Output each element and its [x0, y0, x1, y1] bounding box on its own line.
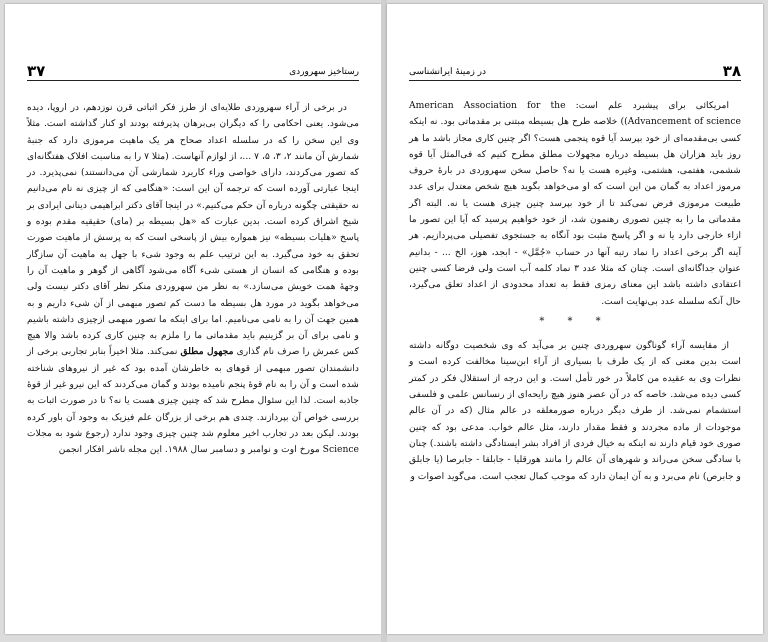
paragraph: از مقایسه آراء گوناگون سهروردی چنین بر می‌آید که وی شخصیت دوگانه داشته است بدین معنی که از یک طرف با بسیاری از آراء ابن‌سینا مخالفت کرده است و نظرات وی به عقیده من کاملاً در خور تأمل است. و این درجه از استقلال فکر در کمتر کسی دیده می‌شد. خاصه که در آن عصر هنوز هیچ رایحه‌ای از رنسانس علمی و فلسفی استشمام نمی‌شد. از طرف دیگر درباره صورمعلقه در عالم مثال (که در آن عالم موجودات از ماده مجردند و فقط مقدار دارند، مثل عالم خواب. مدعی بود که چنین صوری خود قیام دارند نه اینکه به خیال فردی از افراد بشر ایستادگی داشته باشند.) چنان با سادگی سخن می‌راند و شهرهای آن عالم را مانند هورقلیا - جابلقا - جابرصا (یا جابلق و جابرص) نام می‌برد و به آن ایمان دارد که موجب کمال تعجب است. می‌گوید اصوات و — [409, 340, 741, 482]
running-title: در زمینهٔ ایرانشناسی — [409, 67, 487, 77]
paragraph — [409, 98, 741, 310]
running-title: رستاخیز سهروردی — [289, 67, 359, 77]
bold-phrase: مجهول مطلق — [180, 346, 234, 358]
paragraph-text: امریکائی برای پیشبرد علم است: — [565, 100, 729, 111]
right-page-header — [409, 60, 741, 81]
english-phrase: American Association for the — [409, 100, 566, 111]
left-page-header — [27, 60, 359, 81]
page-number: ۳۸ — [722, 62, 741, 80]
right-page — [387, 4, 763, 634]
paragraph-text-end: نمی‌کند. مثلا اخیراً بنابر تجاربی برخی از دانشمندان تصور مبهمی از قوهای به خاطرشان آمده بود که غیر از نیروهای شناخته شده است و آن را به نام قوهٔ پنجم نامیده بودند و گمان می‌کردند که این نیرو غیر از قوهٔ جاذبه است. لذا این سئوال مطرح شد که چنین چیزی هست یا نه؟ تا در صورت اثبات به بررسی خواص آن بپردازند. چندی هم برخی از بزرگان علم فیزیک به وجود آن باور کرده بودند. لیکن بعد در تجارب اخیر معلوم شد چنین چیزی وجود ندارد (رجوع شود به مجلات Science مورخ اوت و نوامبر و دسامبر سال ۱۹۸۸. این مجله ناشر افکار انجمن — [27, 346, 359, 456]
paragraph-text: در برخی از آراء سهروردی طلایه‌ای از طرز فکر اثباتی قرن نوزدهم، در اروپا، دیده می‌شود. یعنی احکامی را که دیگران بی‌برهان پذیرفته بودند او کنار گذاشته است. مثلاً وی این سخن را که در سلسله اعداد صحاح هر یک ماهیت مرموزی دارد که جنبهٔ شمارش آن مانند ۲، ۳، ۵، ۷ ...، از لوازم آنهاست. (مثلا ۷ را به مناسبت افلاک هفتگانه‌ای که تصور می‌کردند، دارای خواصی وراء کاربرد شمارشی آن می‌دانستند) نمی‌پذیرد. در اینجا عبارتی آورده است که ترجمه آن این است: «هنگامی که از چیزی نه نام می‌دانیم نه حقیقتی چگونه درباره آن حکم می‌کنیم.» در اینجا آقای دکتر ابراهیمی دینانی ایرادی بر شیخ اشراق کرده است. بدین عبارت که «هل بسیطه بر (مای) حقیقیه مقدم بوده و پاسخ «هلیات بسیطه» نیز همواره بیش از پاسخی است که به پرسش از ماهیت صورت تحقق به خود می‌گیرد. به این ترتیب علم به وجود شیء با جهل به ماهیت آن سازگار بوده و هنگامی که انسان از هستی شیء آگاه می‌شود آگاهی از گوهر و ماهیت آن را وجههٔ همت خویش می‌سازد.» به نظر من سهروردی منکر نظر آقای دکتر نیست ولی می‌خواهد بگوید در مورد هل بسیطه ما دست کم تصور مبهمی از آن شیء داریم و به همین جهت آن را به نامی می‌نامیم. اما برای اینکه ما تصور مبهمی ازچیزی داشته باشیم و نامی برای آن بر گزینیم باید مقدماتی ما را ملزم به چنین کاری کرده باشد والا هیچ کس عمرش را صرف نام گذاری — [27, 102, 360, 358]
right-page-body — [409, 98, 741, 485]
page-number: ۳۷ — [27, 62, 46, 80]
left-page — [5, 4, 381, 634]
paragraph-text: ( — [624, 116, 628, 128]
paragraph-text: ) خلاصه طرح هل بسیطه مبتنی بر مقدماتی بود. نه اینکه کسی بی‌مقدمه‌ای از خود بپرسد آیا قوه پنجمی هست؟ اگر چنین کاری مجاز باشد ما هر روز باید هزاران هل بسیطه درباره مجهولات مطلق مطرح کنیم که فی‌المثل آیا قوه ششمی، هفتمی، هشتمی، وغیره هست یا نه؟ حاصل سخن سهروردی در بارهٔ حروف مرموز اعداد به گمان من این است که او می‌خواهد بگوید هیچ شخص معتدل برای عدد طبیعت مرموزی فرض نمی‌کند تا از خود بپرسد چنین چیزی هست یا نه. البته اگر مقدماتی ما را به چنین تصوری رهنمون شد، از خود خواهیم پرسید که آیا این تصور ما ازاء خارجی دارد یا نه و اگر پاسخ مثبت بود آنگاه به جستجوی تفصیلی می‌پردازیم. هر آینه اگر برخی اعداد را نماد رتبه آنها در حساب «جُمَّل» - ابجد، هوز، الخ ... - بدانیم عنوان جداگانه‌ای است. چنان که مثلا عدد ۳ نماد کلمه آب است ولی فرضا کسی چنین اعتقادی داشته باشد این معنای رمزی فقط به تعداد محدودی از اعداد تعلق می‌گیرد، حال آنکه سلسله عدد بی‌نهایت است. — [409, 116, 741, 307]
section-separator: * * * — [539, 315, 611, 327]
left-page-body — [27, 100, 359, 459]
paragraph — [27, 100, 359, 459]
english-phrase: Advancement of science — [627, 116, 741, 128]
